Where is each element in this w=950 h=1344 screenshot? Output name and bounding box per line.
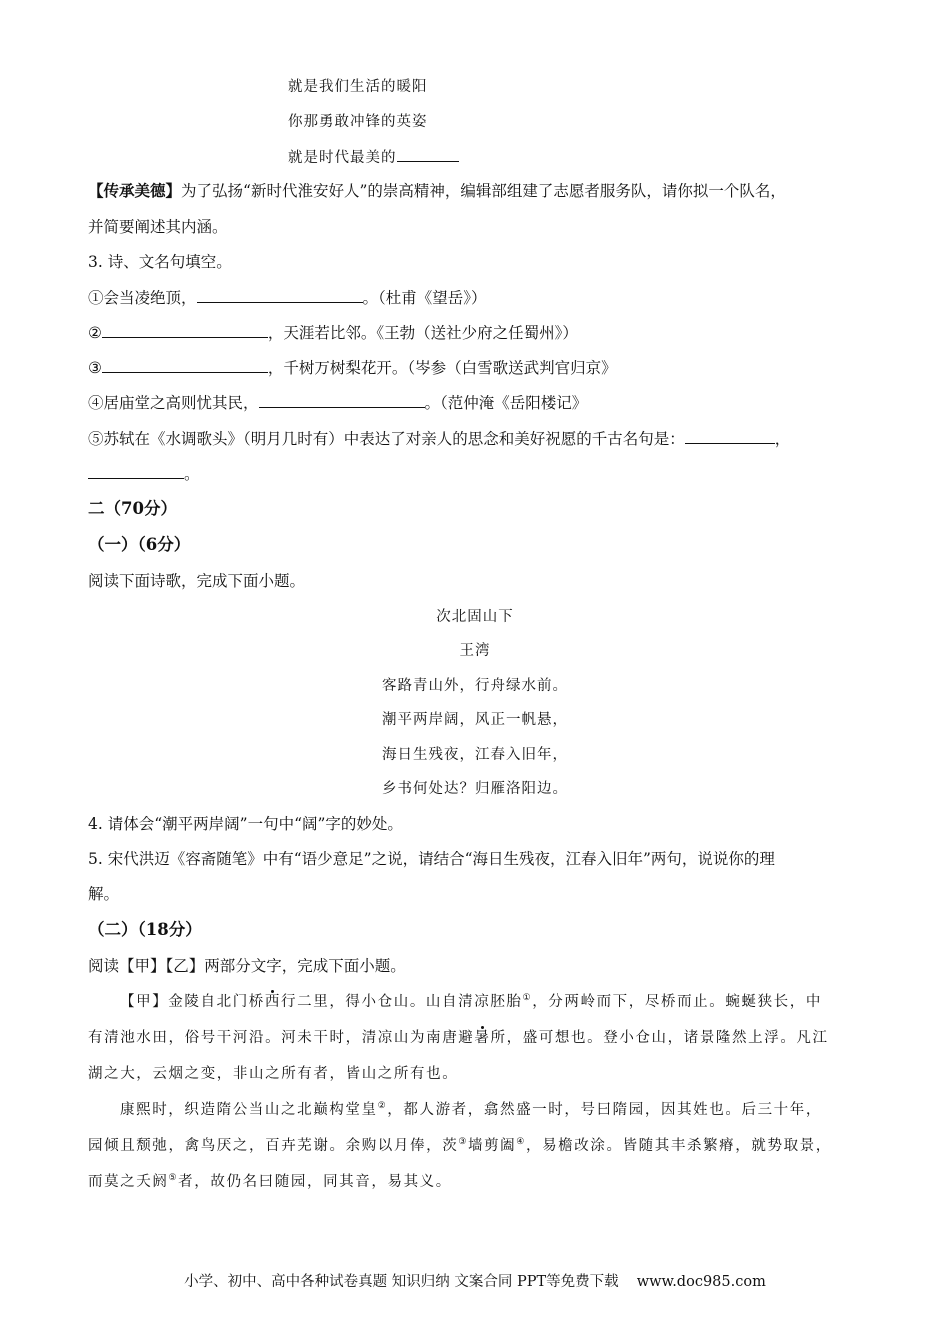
- q3-item-5-text: ⑤苏轼在《水调歌头》（明月几时有）中表达了对亲人的思念和美好祝愿的千古名句是：: [88, 430, 685, 448]
- poem-line-3-text: 就是时代最美的: [288, 150, 397, 166]
- q3-item-5: [88, 428, 790, 449]
- culture-tag: 【传承美德】: [88, 181, 182, 200]
- poem-verse-2: 潮平两岸阔，风正一帆悬，: [382, 712, 568, 728]
- culture-line-1: [88, 181, 786, 201]
- passage-p2-line-1: [120, 1100, 822, 1120]
- p2-l2-c: ，易檐改涂。皆随其丰杀繁瘠，就势取景，: [525, 1138, 832, 1154]
- poem-line-1: 就是我们生活的暖阳: [288, 79, 428, 95]
- q3-item-2-pre: ②: [88, 324, 102, 342]
- poem-verse-1: 客路青山外，行舟绿水前。: [382, 678, 568, 694]
- q3-item-3: [88, 357, 617, 378]
- p1-l2-a: 有清池水田，俗号干河沿。河未干时，清凉山为南唐避: [88, 1030, 475, 1046]
- p1-l1-a: 【甲】金陵自北门桥: [120, 994, 265, 1010]
- part-2-title: （二）（18分）: [88, 920, 202, 939]
- poem-blank[interactable]: [397, 146, 459, 162]
- q3-item-1-pre: ①会当凌绝顶，: [88, 289, 197, 307]
- part-1-title: （一）（6分）: [88, 535, 191, 554]
- q3-item-4-pre: ④居庙堂之高则忧其民，: [88, 394, 259, 412]
- footnote-1-marker: ①: [522, 993, 533, 1004]
- poem-verse-4: 乡书何处达？归雁洛阳边。: [382, 781, 568, 797]
- p2-l2-b: 墙剪阖: [467, 1138, 517, 1154]
- q3-item-1-post: 。（杜甫《望岳》）: [362, 289, 487, 307]
- footnote-5-marker: ⑤: [168, 1173, 179, 1184]
- p2-l2-a: 园倾且颓弛，禽鸟厌之，百卉芜谢。余购以月俸，茨: [88, 1138, 459, 1154]
- q3-item-2-post: ，天涯若比邻。《王勃（送社少府之任蜀州》）: [267, 324, 578, 342]
- q3-item-4-post: 。（范仲淹《岳阳楼记》: [424, 394, 588, 412]
- page-footer: [0, 1270, 950, 1291]
- poem-line-2: 你那勇敢冲锋的英姿: [288, 114, 428, 130]
- passage-p2-line-3: [88, 1172, 452, 1192]
- footer-url[interactable]: www.doc985.com: [636, 1274, 766, 1290]
- passage-p1-line-1: [120, 992, 822, 1012]
- footnote-4-marker: ④: [516, 1137, 526, 1148]
- part-2-instruction: 阅读【甲】【乙】两部分文字，完成下面小题。: [88, 957, 406, 975]
- p2-l1-a: 康熙时，织造隋公当山之北巅构堂皇: [120, 1102, 378, 1118]
- poem-line-3: [288, 146, 459, 168]
- poem-title: 次北固山下: [436, 609, 514, 625]
- culture-line-2: 并简要阐述其内涵。: [88, 218, 228, 236]
- passage-p2-line-2: [88, 1136, 832, 1156]
- poem-author: 王湾: [459, 643, 491, 659]
- q4: 4. 请体会“潮平两岸阔”一句中“阔”字的妙处。: [88, 815, 403, 833]
- p1-l2-dot: 暑: [474, 1030, 491, 1046]
- p1-l1-dot: 西: [264, 994, 282, 1010]
- q3-title: 3. 诗、文名句填空。: [88, 253, 232, 271]
- p1-l1-c: ，分两岭而下，尽桥而止。蜿蜒狭长，中: [532, 994, 822, 1010]
- p1-l2-b: 所，盛可想也。登小仓山，诸景隆然上浮。凡江: [490, 1030, 829, 1046]
- passage-p1-line-3: 湖之大，云烟之变，非山之所有者，皆山之所有也。: [88, 1066, 459, 1082]
- p2-l3-b: 者，故仍名曰随园，同其音，易其义。: [178, 1174, 452, 1190]
- q3-blank-4[interactable]: [259, 392, 425, 408]
- q5-line-2: 解。: [88, 885, 120, 903]
- p2-l3-a: 而莫之夭阏: [88, 1174, 169, 1190]
- q3-blank-5a[interactable]: [685, 428, 775, 444]
- q3-item-5-cont: [88, 463, 200, 484]
- q3-item-2: [88, 322, 578, 343]
- culture-text-1: 为了弘扬“新时代淮安好人”的崇高精神，编辑部组建了志愿者服务队，请你拟一个队名，: [181, 182, 786, 200]
- q3-item-4: [88, 392, 587, 413]
- q3-blank-1[interactable]: [197, 287, 363, 303]
- q3-blank-5b[interactable]: [88, 463, 184, 479]
- q3-item-5-end: 。: [184, 465, 200, 483]
- q3-blank-3[interactable]: [102, 357, 268, 373]
- q3-item-5-comma: ，: [774, 430, 791, 448]
- q5-line-1: 5. 宋代洪迈《容斋随笔》中有“语少意足”之说，请结合“海日生残夜，江春入旧年”两句，说说你的理: [88, 850, 775, 868]
- q3-blank-2[interactable]: [102, 322, 268, 338]
- part-1-instruction: 阅读下面诗歌，完成下面小题。: [88, 572, 306, 590]
- p1-l1-b: 行二里，得小仓山。山自清凉胚胎: [281, 994, 523, 1010]
- footer-text: 小学、初中、高中各种试卷真题 知识归纳 文案合同 PPT等免费下载: [184, 1274, 619, 1290]
- footnote-2-marker: ②: [377, 1101, 388, 1112]
- footnote-3-marker: ③: [458, 1137, 468, 1148]
- poem-verse-3: 海日生残夜，江春入旧年，: [382, 747, 568, 763]
- q3-item-3-post: ，千树万树梨花开。（岑参（白雪歌送武判官归京》: [267, 359, 617, 377]
- passage-p1-line-2: [88, 1028, 829, 1048]
- q3-item-3-pre: ③: [88, 359, 102, 377]
- section-2-title: 二（70分）: [88, 499, 177, 518]
- p2-l1-b: ，都人游者，翕然盛一时，号曰隋园，因其姓也。后三十年，: [387, 1102, 822, 1118]
- q3-item-1: [88, 287, 487, 308]
